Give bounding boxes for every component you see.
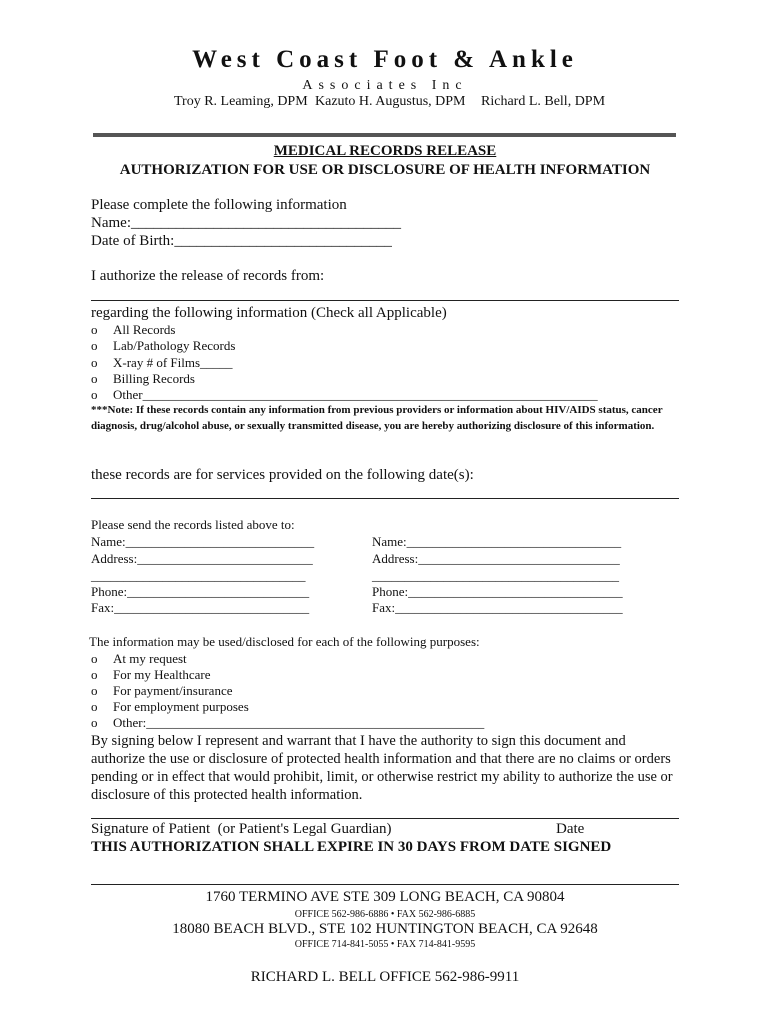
- purpose-label: Other:____________________________________________________: [113, 715, 485, 730]
- signing-statement: By signing below I represent and warrant that I have the authority to sign this document and authorize the use or disclosure of protected health information and that there are no claims or orders pending or in effect that would prohibit, limit, or otherwise restrict my ability to authorize the use or disclosure of this protected health information.: [91, 733, 673, 803]
- checkbox-lab-records[interactable]: o: [91, 338, 98, 353]
- recipient-1-address-2[interactable]: _________________________________: [91, 568, 306, 583]
- signature-line[interactable]: [91, 818, 679, 819]
- authorize-from-line[interactable]: [91, 300, 679, 301]
- dob-field[interactable]: Date of Birth:_____________________________: [91, 233, 392, 249]
- practice-name: West Coast Foot & Ankle: [192, 46, 578, 73]
- regarding-label: regarding the following information (Check all Applicable): [91, 305, 447, 321]
- checkbox-billing[interactable]: o: [91, 371, 98, 386]
- purpose-label: For my Healthcare: [113, 667, 211, 682]
- checkbox-payment[interactable]: o: [91, 683, 98, 698]
- footer-divider: [91, 884, 679, 885]
- record-type-label: Other______________________________________________________________________: [113, 387, 598, 402]
- signature-label: Signature of Patient (or Patient's Legal Guardian): [91, 821, 392, 837]
- recipient-1-fax[interactable]: Fax:______________________________: [91, 600, 310, 615]
- checkbox-xray[interactable]: o: [91, 355, 98, 370]
- header-divider: [93, 133, 676, 137]
- office1-contact: OFFICE 562-986-6886 • FAX 562-986-6885: [294, 909, 476, 920]
- name-field[interactable]: Name:____________________________________: [91, 215, 401, 231]
- recipient-1-phone[interactable]: Phone:____________________________: [91, 584, 310, 599]
- checkbox-other-records[interactable]: o: [91, 387, 98, 402]
- office1-address: 1760 TERMINO AVE STE 309 LONG BEACH, CA 90804: [205, 889, 565, 905]
- purpose-label: For payment/insurance: [113, 683, 233, 698]
- authorize-from-label: I authorize the release of records from:: [91, 268, 325, 284]
- office2-contact: OFFICE 714-841-5055 • FAX 714-841-9595: [294, 939, 476, 950]
- expiration-notice: THIS AUTHORIZATION SHALL EXPIRE IN 30 DAYS FROM DATE SIGNED: [91, 839, 612, 855]
- checkbox-healthcare[interactable]: o: [91, 667, 98, 682]
- recipient-2-fax[interactable]: Fax:___________________________________: [372, 600, 623, 615]
- form-title: MEDICAL RECORDS RELEASE: [273, 143, 497, 159]
- checkbox-other-purpose[interactable]: o: [91, 715, 98, 730]
- recipient-1-name[interactable]: Name:_____________________________: [91, 534, 315, 549]
- direct-line: RICHARD L. BELL OFFICE 562-986-9911: [250, 969, 520, 985]
- date-label: Date: [556, 821, 585, 837]
- checkbox-all-records[interactable]: o: [91, 322, 98, 337]
- doctor-3: Richard L. Bell, DPM: [481, 94, 606, 109]
- office2-address: 18080 BEACH BLVD., STE 102 HUNTINGTON BEACH, CA 92648: [172, 921, 598, 937]
- recipient-2-name[interactable]: Name:_________________________________: [372, 534, 622, 549]
- recipient-1-address[interactable]: Address:___________________________: [91, 551, 313, 566]
- recipient-2-address-2[interactable]: ______________________________________: [372, 568, 619, 583]
- form-subtitle: AUTHORIZATION FOR USE OR DISCLOSURE OF HEALTH INFORMATION: [119, 162, 651, 178]
- record-type-label: Lab/Pathology Records: [113, 338, 236, 353]
- sensitive-info-note: ***Note: If these records contain any information from previous providers or information about HIV/AIDS status, cancer diagnosis, drug/alcohol abuse, or sexually transmitted disease, you are hereby authorizing disclosure of this information.: [91, 404, 663, 432]
- recipient-2-address[interactable]: Address:_______________________________: [372, 551, 620, 566]
- practice-subtitle: Associates Inc: [302, 78, 468, 93]
- doctor-2: Kazuto H. Augustus, DPM: [315, 94, 466, 109]
- dates-label: these records are for services provided on the following date(s):: [91, 467, 474, 483]
- dates-line[interactable]: [91, 498, 679, 499]
- purposes-intro: The information may be used/disclosed for each of the following purposes:: [89, 634, 480, 649]
- record-type-label: Billing Records: [113, 371, 195, 386]
- doctor-1: Troy R. Leaming, DPM: [174, 94, 308, 109]
- checkbox-at-my-request[interactable]: o: [91, 651, 98, 666]
- record-type-label: All Records: [113, 322, 176, 337]
- intro-text: Please complete the following information: [91, 197, 347, 213]
- purpose-label: For employment purposes: [113, 699, 249, 714]
- send-to-label: Please send the records listed above to:: [91, 517, 295, 532]
- record-type-label: X-ray # of Films_____: [113, 355, 233, 370]
- recipient-2-phone[interactable]: Phone:_________________________________: [372, 584, 623, 599]
- purpose-label: At my request: [113, 651, 187, 666]
- checkbox-employment[interactable]: o: [91, 699, 98, 714]
